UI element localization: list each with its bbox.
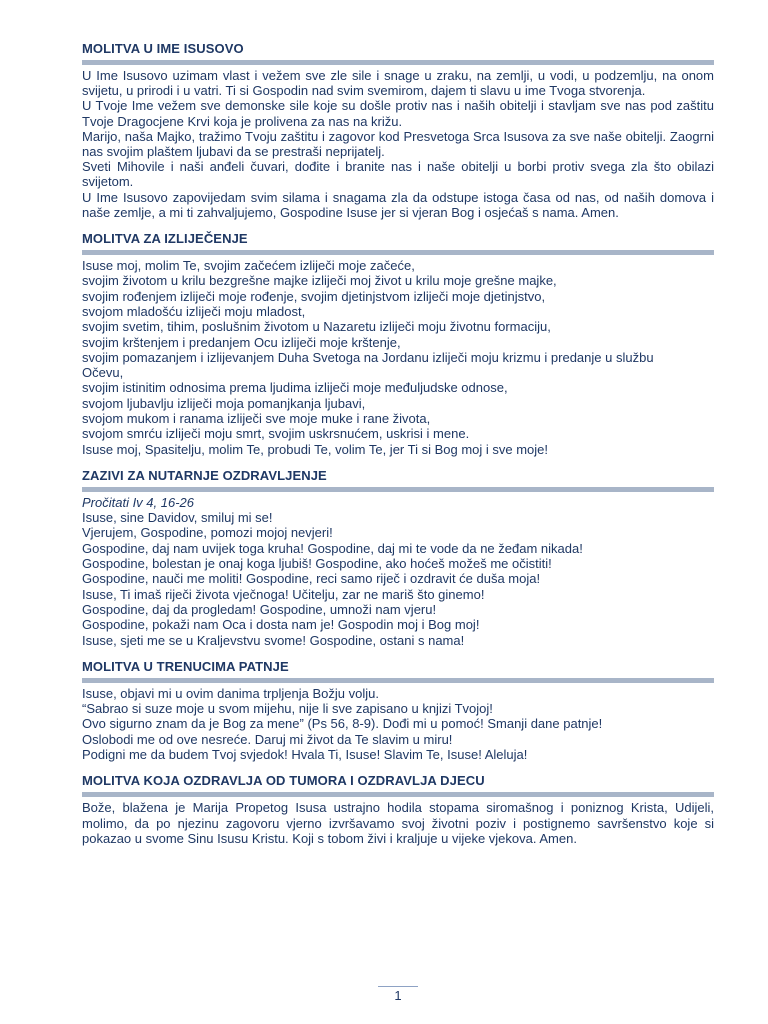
section-molitva-u-ime-isusovo [82,40,714,220]
prayer-line: Oslobodi me od ove nesreće. Daruj mi život da Te slavim u miru! [82,731,453,747]
prayer-line: Vjerujem, Gospodine, pomozi mojoj nevjeri! [82,525,333,541]
prayer-line: svojom mladošću izliječi moju mladost, [82,303,306,319]
heading-rule [82,487,714,492]
prayer-line: svojom mukom i ranama izliječi sve moje muke i rane života, [82,411,431,426]
section-heading: MOLITVA ZA IZLIJEČENJE [82,231,248,247]
prayer-line: svojim pomazanjem i izlijevanjem Duha Svetoga na Jordanu izliječi moju krizmu i predanje u službu [82,349,654,365]
prayer-line: Isuse, sjeti me se u Kraljevstvu svome! Gospodine, ostani s nama! [82,632,465,648]
prayer-line: Isuse moj, molim Te, svojim začećem izliječi moje začeće, [82,258,415,274]
paragraph: U Ime Isusovo uzimam vlast i vežem sve zle sile i snage u zraku, na zemlji, u vodi, u podzemlju, na onom svijetu, u prirodi i u vatri. Ti si Gospodin nad svim svemirom, dajem ti slavu u ime Tvoga stvorenja. [82,68,714,99]
section-zazivi-za-nutarnje-ozdravljenje [82,467,714,648]
section-heading: ZAZIVI ZA NUTARNJE OZDRAVLJENJE [82,467,327,483]
prayer-line: svojim rođenjem izliječi moje rođenje, svojim djetinjstvom izliječi moje djetinjstvo, [82,288,546,304]
prayer-line: svojim krštenjem i predanjem Ocu izliječi moje krštenje, [82,334,401,350]
paragraph: Marijo, naša Majko, tražimo Tvoju zaštitu i zagovor kod Presvetoga Srca Isusova za sve naše obitelji. Zaogrni nas svojim plaštem ljubavi da se prestraši neprijatelj. [82,128,714,160]
section-heading: MOLITVA U IME ISUSOVO [82,41,244,56]
paragraph: Sveti Mihovile i naši anđeli čuvari, dođite i branite nas i naše obitelji u borbi protiv svega zla što obilazi svijetom. [82,159,714,190]
section-molitva-u-trenucima-patnje [82,658,714,762]
prayer-line: svojim svetim, tihim, poslušnim životom u Nazaretu izliječi moju životnu formaciju, [82,319,551,335]
footer-rule [378,986,418,987]
prayer-line: Gospodine, daj da progledam! Gospodine, umnoži nam vjeru! [82,601,437,617]
page-number: 1 [394,988,402,1003]
prayer-line: svojim životom u krilu bezgrešne majke izliječi moj život u krilu moje grešne majke, [82,273,557,289]
prayer-line: svojim istinitim odnosima prema ljudima izliječi moje međuljudske odnose, [82,380,508,396]
prayer-line: “Sabrao si suze moje u svom mijehu, nije li sve zapisano u knjizi Tvojoj! [82,701,493,717]
heading-rule [82,678,714,683]
prayer-line: Gospodine, daj nam uvijek toga kruha! Gospodine, daj mi te vode da ne žeđam nikada! [82,540,583,556]
prayer-line: Isuse, sine Davidov, smiluj mi se! [82,510,273,526]
section-heading: MOLITVA U TRENUCIMA PATNJE [82,658,289,674]
heading-rule [82,250,714,255]
prayer-line: svojom ljubavlju izliječi moja pomanjkanja ljubavi, [82,395,366,411]
prayer-line: Isuse, Ti imaš riječi života vječnoga! Učitelju, zar ne mariš što ginemo! [82,586,485,602]
prayer-line: Gospodine, nauči me moliti! Gospodine, reci samo riječ i ozdravit će duša moja! [82,571,541,587]
prayer-line: Gospodine, bolestan je onaj koga ljubiš! Gospodine, ako hoćeš možeš me očistiti! [82,556,552,572]
prayer-line: svojom smrću izliječi moju smrt, svojim uskrsnućem, uskrisi i mene. [82,426,470,442]
heading-rule [82,792,714,797]
prayer-line: Podigni me da budem Tvoj svjedok! Hvala Ti, Isuse! Slavim Te, Isuse! Aleluja! [82,747,528,763]
section-heading: MOLITVA KOJA OZDRAVLJA OD TUMORA I OZDRAVLJA DJECU [82,773,485,789]
prayer-line: Gospodine, pokaži nam Oca i dosta nam je! Gospodin moj i Bog moj! [82,617,480,633]
document-page [82,40,714,856]
heading-rule [82,60,714,65]
prayer-line: Očevu, [82,365,124,381]
paragraph: U Ime Isusovo zapovijedam svim silama i snagama zla da odstupe istoga časa od nas, od naših domova i naše zemlje, a mi ti zahvaljujemo, Gospodine Isuse jer si vjeran Bog i osjećaš s nama. Amen. [82,189,714,220]
paragraph: Bože, blažena je Marija Propetog Isusa ustrajno hodila stopama siromašnog i poniznog Krista, Udijeli, molimo, da po njezinu zagovoru vjerno izvršavamo svoj životni poziv i postignemo savršenstvo koje si pokazao u svome Sinu Isusu Kristu. Koji s tobom živi i kraljuje u vijeke vjekova. Amen. [82,800,714,846]
prayer-line: Isuse, objavi mi u ovim danima trpljenja Božju volju. [82,685,379,701]
section-molitva-za-izljecenje [82,230,714,457]
scripture-reference: Pročitati Iv 4, 16-26 [82,494,194,510]
prayer-line: Isuse moj, Spasitelju, molim Te, probudi Te, volim Te, jer Ti si Bog moj i sve moje! [82,441,549,457]
section-molitva-koja-ozdravlja-od-tumora [82,772,714,846]
paragraph: U Tvoje Ime vežem sve demonske sile koje su došle protiv nas i naših obitelji i stavljam sve nas pod zaštitu Tvoje Dragocjene Krvi koja je prolivena za nas na križu. [82,98,714,129]
prayer-line: Ovo sigurno znam da je Bog za mene” (Ps 56, 8-9). Dođi mi u pomoć! Smanji dane patnje! [82,716,603,732]
